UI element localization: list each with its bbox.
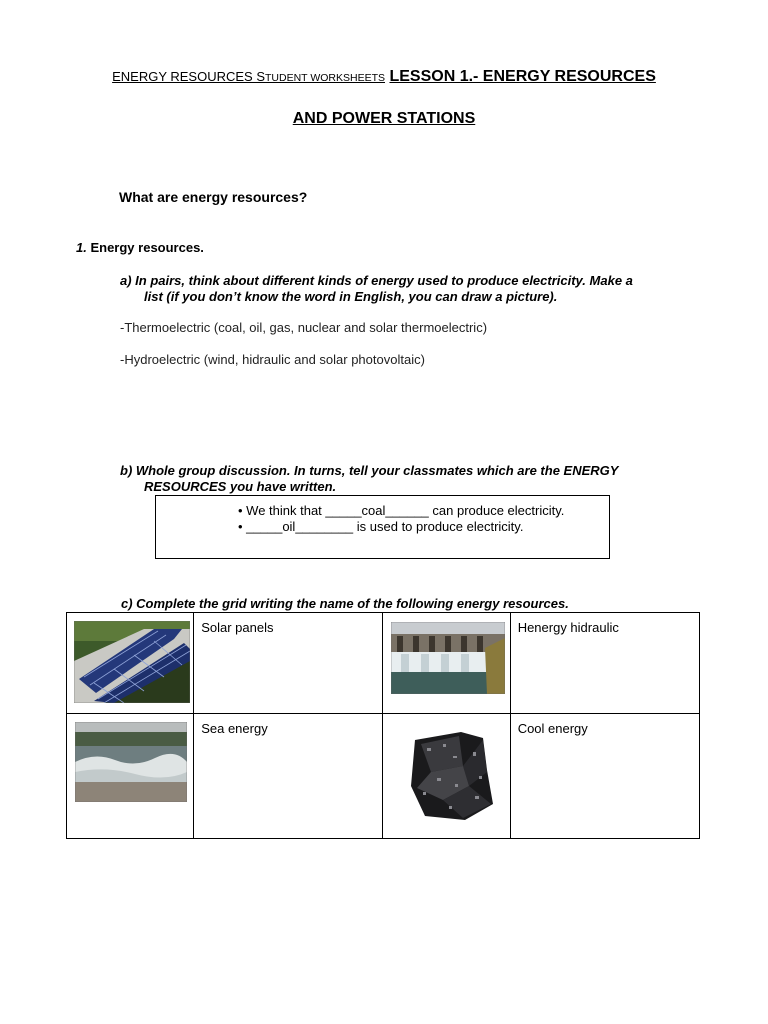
grid-label-sea-energy: Sea energy (201, 721, 268, 736)
grid-label-solar-panels: Solar panels (201, 620, 274, 635)
solar-panels-photo (74, 621, 190, 703)
sea-waves-photo (75, 722, 187, 802)
grid-image-cell (383, 613, 510, 714)
energy-grid (66, 612, 700, 839)
grid-label-cell (194, 613, 383, 714)
answer-box (155, 495, 610, 559)
coal-lump-photo (403, 726, 503, 826)
hydroelectric-dam-photo (391, 622, 505, 694)
header-subtitle: AND POWER STATIONS (292, 110, 476, 127)
question-heading: What are energy resources? (119, 189, 308, 205)
header-course-title: ENERGY RESOURCES STUDENT WORKSHEETS (112, 69, 385, 84)
part-c-instruction: c) Complete the grid writing the name of the following energy resources. (121, 596, 569, 611)
grid-image-cell (67, 613, 194, 714)
part-b-instruction: b) Whole group discussion. In turns, tell your classmates which are the ENERGY RESOURCES you have written. (120, 463, 619, 494)
grid-label-cell (510, 613, 699, 714)
grid-label-hydraulic: Henergy hidraulic (517, 620, 619, 635)
list-item-thermoelectric: -Thermoelectric (coal, oil, gas, nuclear and solar thermoelectric) (120, 320, 488, 335)
grid-label-cell (194, 714, 383, 839)
answer-box-text: • We think that _____coal______ can produce electricity. • _____oil________ is used to produce electricity. (238, 503, 565, 534)
list-item-hydroelectric: -Hydroelectric (wind, hidraulic and solar photovoltaic) (120, 352, 425, 367)
grid-label-cell (510, 714, 699, 839)
header-lesson-title: LESSON 1.- ENERGY RESOURCES (389, 68, 656, 85)
grid-label-coal-energy: Cool energy (517, 721, 588, 736)
section-heading: 1. Energy resources. (76, 240, 204, 255)
part-a-instruction: a) In pairs, think about different kinds of energy used to produce electricity. Make a list (if you don’t know the word in English, you can draw a picture). (120, 273, 633, 304)
grid-image-cell (67, 714, 194, 839)
grid-image-cell (383, 714, 510, 839)
document-header (0, 68, 768, 86)
